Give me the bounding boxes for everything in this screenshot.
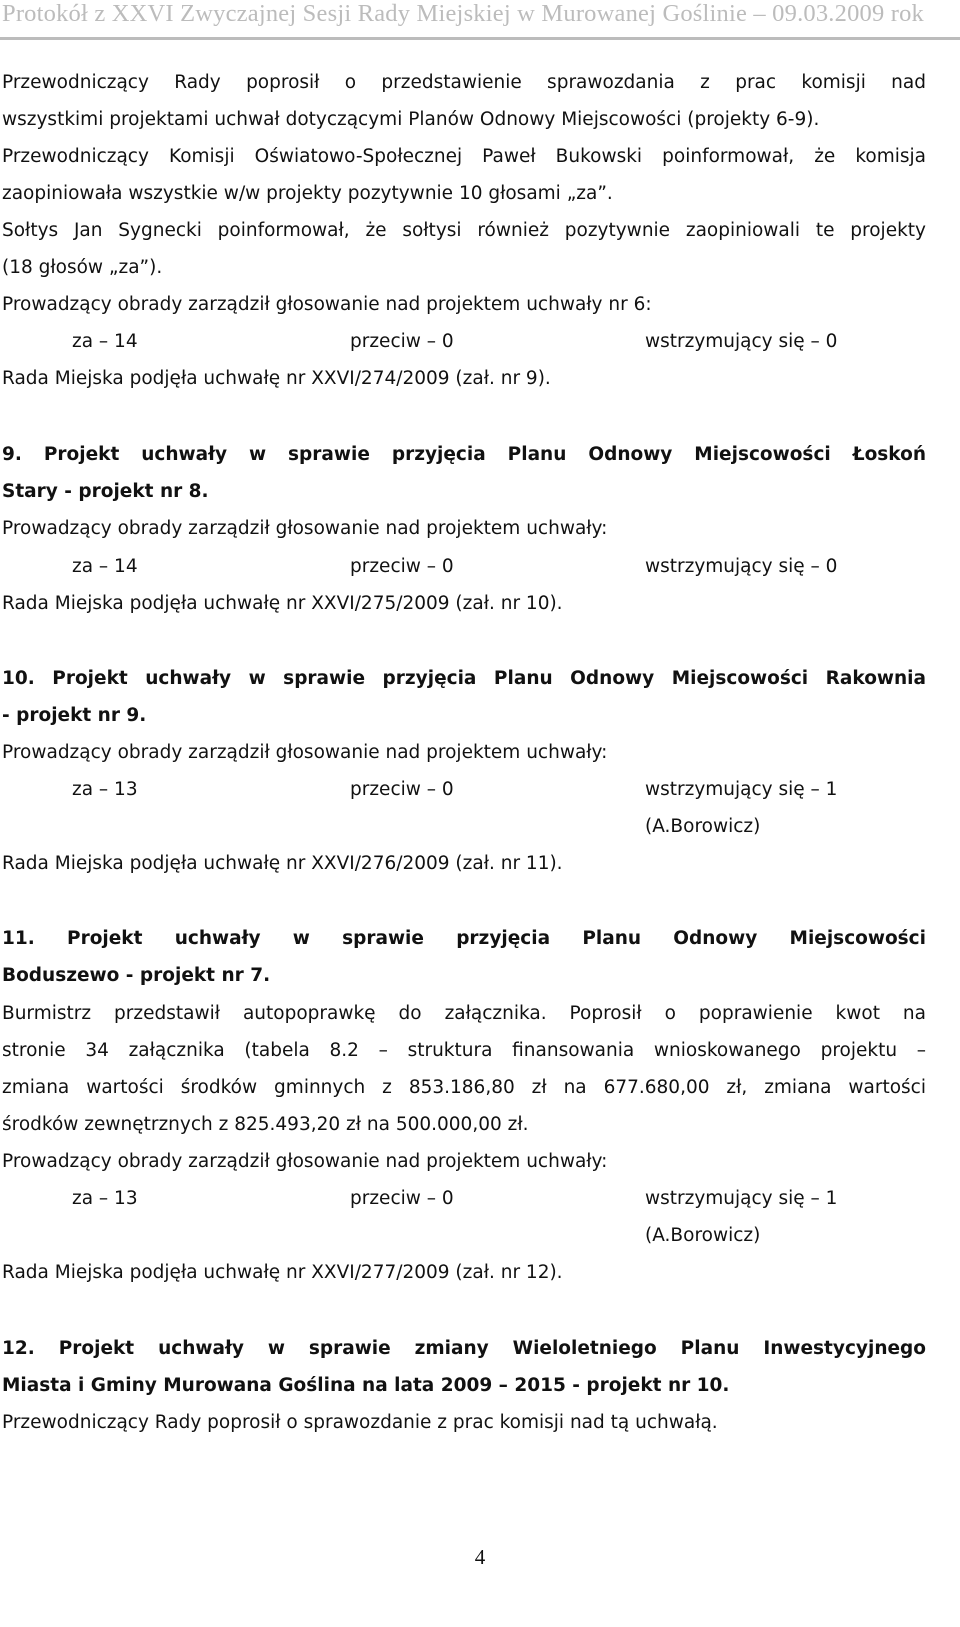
paragraph-line: wszystkimi projektami uchwał dotyczącymi Planów Odnowy Miejscowości (projekty 6-9). [2,109,820,130]
paragraph-line: (18 głosów „za”). [2,257,163,278]
resolution-result: Rada Miejska podjęła uchwałę nr XXVI/275/2009 (zał. nr 10). [2,593,563,614]
vote-against: przeciw – 0 [350,331,454,352]
section-heading: - projekt nr 9. [2,705,147,726]
paragraph-line: Przewodniczący Rady poprosił o przedstawienie sprawozdania z prac komisji nad [2,72,926,93]
vote-intro: Prowadzący obrady zarządził głosowanie nad projektem uchwały: [2,1151,608,1172]
resolution-result: Rada Miejska podjęła uchwałę nr XXVI/276/2009 (zał. nr 11). [2,853,563,874]
vote-intro: Prowadzący obrady zarządził głosowanie nad projektem uchwały: [2,742,608,763]
section-heading: Miasta i Gminy Murowana Goślina na lata 2009 – 2015 - projekt nr 10. [2,1375,730,1396]
vote-against: przeciw – 0 [350,779,454,800]
vote-abstain: wstrzymujący się – 1 [645,779,838,800]
header-divider [0,37,960,40]
vote-intro: Prowadzący obrady zarządził głosowanie nad projektem uchwały: [2,518,608,539]
vote-against: przeciw – 0 [350,1188,454,1209]
paragraph-line: środków zewnętrznych z 825.493,20 zł na 500.000,00 zł. [2,1114,529,1135]
paragraph-line: Przewodniczący Komisji Oświatowo-Społecznej Paweł Bukowski poinformował, że komisja [2,146,926,167]
abstainer-name: (A.Borowicz) [645,1225,761,1246]
vote-abstain: wstrzymujący się – 1 [645,1188,838,1209]
page-header [0,0,960,40]
paragraph-line: Sołtys Jan Sygnecki poinformował, że sołtysi również pozytywnie zaopiniowali te projekty [2,220,926,241]
paragraph-line: zmiana wartości środków gminnych z 853.186,80 zł na 677.680,00 zł, zmiana wartości [2,1077,926,1098]
document-title: Protokół z XXVI Zwyczajnej Sesji Rady Miejskiej w Murowanej Goślinie – 09.03.2009 rok [2,0,925,27]
vote-for: za – 13 [72,1188,138,1209]
abstainer-name: (A.Borowicz) [645,816,761,837]
vote-for: za – 14 [72,331,138,352]
resolution-result: Rada Miejska podjęła uchwałę nr XXVI/274/2009 (zał. nr 9). [2,368,551,389]
resolution-result: Rada Miejska podjęła uchwałę nr XXVI/277/2009 (zał. nr 12). [2,1262,563,1283]
section-heading: Stary - projekt nr 8. [2,481,209,502]
vote-abstain: wstrzymujący się – 0 [645,331,838,352]
section-heading: 10. Projekt uchwały w sprawie przyjęcia Planu Odnowy Miejscowości Rakownia [2,668,926,689]
page-number: 4 [474,1545,486,1569]
paragraph-line: Przewodniczący Rady poprosił o sprawozdanie z prac komisji nad tą uchwałą. [2,1412,718,1433]
vote-intro: Prowadzący obrady zarządził głosowanie nad projektem uchwały nr 6: [2,294,652,315]
paragraph-line: Burmistrz przedstawił autopoprawkę do załącznika. Poprosił o poprawienie kwot na [2,1003,926,1024]
section-heading: 11. Projekt uchwały w sprawie przyjęcia Planu Odnowy Miejscowości [2,928,926,949]
section-heading: 12. Projekt uchwały w sprawie zmiany Wieloletniego Planu Inwestycyjnego [2,1338,926,1359]
vote-for: za – 14 [72,556,138,577]
paragraph-line: stronie 34 załącznika (tabela 8.2 – struktura finansowania wnioskowanego projektu – [2,1040,926,1061]
paragraph-line: zaopiniowała wszystkie w/w projekty pozytywnie 10 głosami „za”. [2,183,613,204]
section-heading: 9. Projekt uchwały w sprawie przyjęcia Planu Odnowy Miejscowości Łoskoń [2,444,926,465]
vote-abstain: wstrzymujący się – 0 [645,556,838,577]
section-heading: Boduszewo - projekt nr 7. [2,965,271,986]
vote-for: za – 13 [72,779,138,800]
vote-against: przeciw – 0 [350,556,454,577]
